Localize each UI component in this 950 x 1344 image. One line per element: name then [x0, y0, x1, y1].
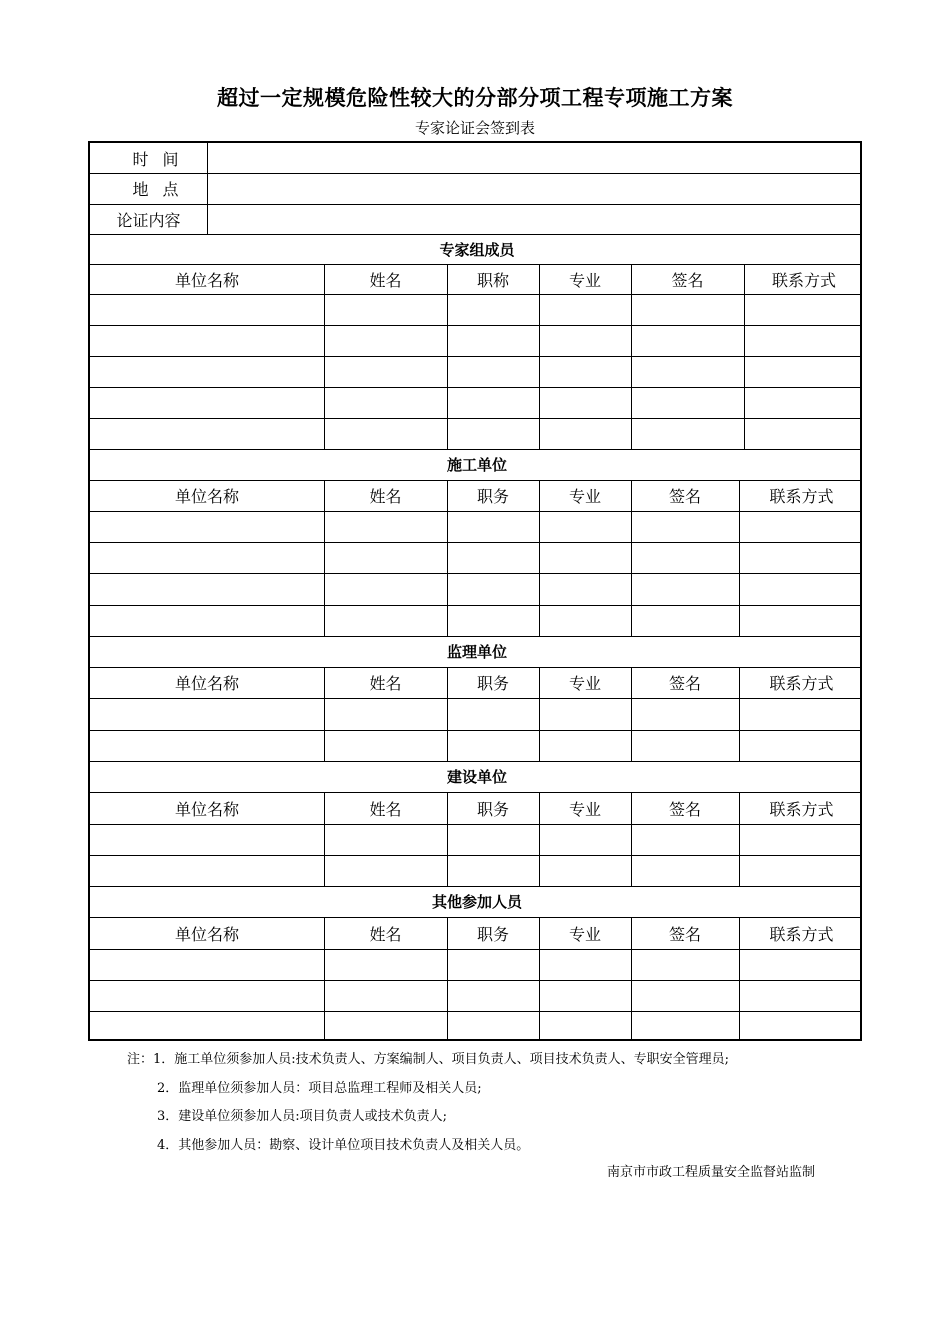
column-header: 联系方式: [769, 799, 834, 819]
page-title: 超过一定规模危险性较大的分部分项工程专项施工方案: [217, 86, 733, 110]
column-header: 联系方式: [769, 674, 834, 693]
column-header: 签名: [668, 924, 701, 944]
notes: [127, 1046, 729, 1160]
row-divider: [90, 1011, 862, 1012]
column-header: 职称: [476, 270, 509, 290]
column-header: 签名: [671, 270, 704, 290]
row-divider: [90, 605, 862, 606]
note-item: 2．监理单位须参加人员：项目总监理工程师及相关人员;: [157, 1080, 482, 1096]
section-header: 监理单位: [446, 643, 507, 661]
row-divider: [90, 511, 862, 512]
column-header: 联系方式: [771, 270, 836, 290]
row-divider: [90, 980, 862, 981]
note-item: 3．建设单位须参加人员:项目负责人或技术负责人;: [157, 1109, 448, 1124]
column-header: 姓名: [369, 674, 402, 693]
footer-issuer: 南京市市政工程质量安全监督站监制: [606, 1165, 815, 1180]
column-header: 职务: [476, 674, 509, 693]
row-divider: [90, 173, 862, 174]
column-header: 签名: [668, 674, 701, 693]
column-header: 专业: [568, 674, 601, 693]
column-header: 专业: [568, 799, 601, 819]
row-divider: [90, 542, 862, 543]
info-value: [208, 173, 862, 204]
info-label: 地点: [132, 180, 193, 199]
info-value: [208, 204, 862, 234]
column-header: 姓名: [369, 270, 402, 290]
row-divider: [90, 949, 862, 950]
sign-in-table: [88, 141, 862, 1041]
section-header: 建设单位: [446, 768, 507, 786]
column-header: 单位名称: [174, 487, 239, 506]
row-divider: [90, 855, 862, 856]
note-item: 4．其他参加人员：勘察、设计单位项目技术负责人及相关人员。: [157, 1137, 530, 1153]
row-divider: [90, 204, 862, 205]
column-header: 单位名称: [174, 799, 239, 819]
row-divider: [90, 387, 862, 388]
row-divider: [90, 730, 862, 731]
column-header: 姓名: [369, 924, 402, 944]
row-divider: [90, 698, 862, 699]
column-header: 签名: [668, 487, 701, 506]
page-subtitle: 专家论证会签到表: [414, 119, 535, 137]
info-label: 论证内容: [116, 210, 181, 230]
column-header: 单位名称: [174, 270, 239, 290]
info-label: 时间: [132, 149, 193, 169]
column-header: 职务: [476, 799, 509, 819]
column-header: 姓名: [369, 799, 402, 819]
column-divider: [207, 143, 208, 234]
row-divider: [90, 418, 862, 419]
column-header: 签名: [668, 799, 701, 819]
column-header: 单位名称: [174, 924, 239, 944]
column-header: 专业: [568, 487, 601, 506]
row-divider: [90, 824, 862, 825]
column-header: 姓名: [369, 487, 402, 506]
column-header: 职务: [476, 924, 509, 944]
row-divider: [90, 325, 862, 326]
column-header: 联系方式: [769, 924, 834, 944]
column-header: 专业: [568, 270, 601, 290]
row-divider: [90, 356, 862, 357]
note-item: 注：1．施工单位须参加人员:技术负责人、方案编制人、项目负责人、项目技术负责人、专职安全管理员;: [127, 1052, 730, 1067]
section-header: 专家组成员: [439, 240, 515, 259]
notes-prefix: 注：: [127, 1052, 154, 1067]
column-header: 专业: [568, 924, 601, 944]
info-value: [208, 143, 862, 173]
column-header: 联系方式: [769, 487, 834, 506]
column-header: 单位名称: [174, 674, 239, 693]
column-header: 职务: [476, 487, 509, 506]
section-header: 其他参加人员: [431, 893, 522, 911]
row-divider: [90, 294, 862, 295]
row-divider: [90, 573, 862, 574]
section-header: 施工单位: [446, 456, 507, 474]
